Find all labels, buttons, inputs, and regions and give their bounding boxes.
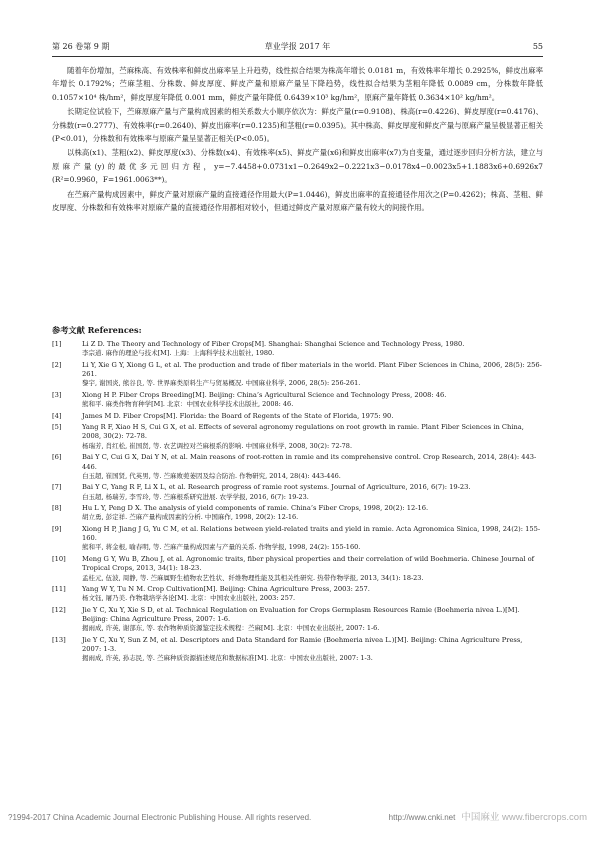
reference-english: Jie Y C, Xu Y, Xie S D, et al. Technical Regulation on Evaluation for Crops Germplasm Resources Ramie (Boehmeria nivea L.)[M]. Beijing: China Agriculture Press, 2007: 1-6. xyxy=(82,605,520,624)
reference-chinese: 熊和平, 蒋金根, 喻春明, 等. 苎麻产量构成因素与产量的关系. 作物学报, 1998, 24(2): 155-160. xyxy=(82,543,361,552)
running-header xyxy=(52,41,543,53)
reference-chinese: 熊和平. 麻类作物育种学[M]. 北京：中国农业科学技术出版社, 2008: 46. xyxy=(82,400,294,409)
reference-chinese: 黎宇, 谢国炎, 熊谷良, 等. 世界麻类原料生产与贸易概况. 中国麻业科学, 2006, 28(5): 256-261. xyxy=(82,379,361,388)
reference-chinese: 揭雨成, 许英, 谢部东, 等. 农作物种质资源鉴定技术规程：苎麻[M]. 北京：中国农业出版社, 2007: 1-6. xyxy=(82,624,380,633)
reference-english: James M D. Fiber Crops[M]. Florida: the Board of Regents of the State of Florida, 1975: 90. xyxy=(82,411,394,420)
reference-english: Jie Y C, Xu Y, Sun Z M, et al. Descriptors and Data Standard for Ramie (Boehmeria nivea L.)[M]. Beijing: China Agriculture Press, 2007: 1-3. xyxy=(82,635,523,654)
reference-chinese: 杨瑞芳, 肖红松, 崔国贤, 等. 农艺调控对苎麻根系的影响. 中国麻业科学, 2008, 30(2): 72-78. xyxy=(82,441,353,450)
reference-chinese: 胡立勇, 彭定祥. 苎麻产量构成因素的分析. 中国麻作, 1998, 20(2): 12-16. xyxy=(82,513,299,522)
reference-english: Bai Y C, Cui G X, Dai Y N, et al. Main reasons of root-rotten in ramie and its comprehensive control. Crop Research, 2014, 28(4): 443-446. xyxy=(82,453,537,471)
header-rule xyxy=(52,56,543,57)
reference-english: Yang R F, Xiao H S, Cui G X, et al. Effects of several agronomy regulations on root growth in ramie. Plant Fiber Sciences in China, 2008, 30(2): 72-78. xyxy=(82,423,524,441)
paragraph: 在苎麻产量构成因素中，鲜皮产量对原麻产量的直接通径作用最大(P=1.0446)，鲜皮出麻率的直接通径作用次之(P=0.4262)；株高、茎粗、鲜皮厚度、分株数和有效株率对原麻产量的直接通径作用都相对较小，但通过鲜皮产量对原麻产量有较大的间接作用。 xyxy=(52,189,543,213)
reference-item xyxy=(52,340,543,359)
reference-number: [13] xyxy=(52,635,66,644)
reference-item xyxy=(52,453,543,481)
reference-number: [1] xyxy=(52,340,62,348)
header-issue: 第 26 卷第 9 期 xyxy=(52,42,110,51)
reference-number: [6] xyxy=(52,453,62,462)
reference-item xyxy=(52,585,543,604)
footer-right xyxy=(389,811,587,825)
reference-number: [10] xyxy=(52,554,66,563)
reference-item xyxy=(52,525,543,553)
reference-english: Yang W Y, Tu N M. Crop Cultivation[M]. Beijing: China Agriculture Press, 2003: 257. xyxy=(82,585,370,593)
header-journal: 草业学报 2017 年 xyxy=(264,42,331,51)
reference-number: [8] xyxy=(52,504,62,513)
copyright-notice: ?1994-2017 China Academic Journal Electronic Publishing House. All rights reserved. xyxy=(8,813,312,822)
reference-item xyxy=(52,606,543,634)
reference-number: [2] xyxy=(52,360,62,369)
page-footer xyxy=(8,811,587,825)
reference-chinese: 孟桂元, 伍波, 周静, 等. 苎麻属野生植物农艺性状、纤维物理性能及其相关性研究. 热带作物学报, 2013, 34(1): 18-23. xyxy=(82,573,424,582)
reference-number: [7] xyxy=(52,483,62,492)
reference-chinese: 李宗道. 麻作的理论与技术[M]. 上海：上海科学技术出版社, 1980. xyxy=(82,349,275,358)
paragraph: 以株高(x1)、茎粗(x2)、鲜皮厚度(x3)、分株数(x4)、有效株率(x5)、鲜皮产量(x6)和鲜皮出麻率(x7)为自变量，通过逐步回归分析方法，建立与原麻产量(y)的最优多元回归方程，y=−7.4458+0.0731x1−0.2649x2−0.2221x3−0.0178x4−0.0023x5+1.1883x6+0.6926x7 (R²=0.9960，F=1961.0063**)。 xyxy=(52,148,543,185)
reference-list xyxy=(52,340,543,666)
reference-english: Li Z D. The Theory and Technology of Fiber Crops[M]. Shanghai: Shanghai Science and Technology Press, 1980. xyxy=(82,340,465,348)
reference-item xyxy=(52,361,543,389)
reference-chinese: 揭雨成, 许英, 孙志民, 等. 苎麻种质资源描述规范和数据标准[M]. 北京：中国农业出版社, 2007: 1-3. xyxy=(82,654,373,663)
reference-english: Meng G Y, Wu B, Zhou J, et al. Agronomic traits, fiber physical properties and their correlation of wild Boehmeria. Chinese Journal of Tropical Crops, 2013, 34(1): 18-23. xyxy=(82,554,535,573)
reference-item xyxy=(52,483,543,502)
reference-number: [11] xyxy=(52,585,66,593)
reference-item xyxy=(52,555,543,583)
reference-english: Xiong H P, Jiang J G, Yu C M, et al. Relations between yield-related traits and yield in ramie. Acta Agronomica Sinica, 1998, 24(2): 155-160. xyxy=(82,524,541,543)
reference-english: Li Y, Xie G Y, Xiong G L, et al. The production and trade of fiber materials in the world. Plant Fiber Sciences in China, 2006, 28(5): 256-261. xyxy=(82,360,542,379)
paragraph: 长期定位试验下，苎麻原麻产量与产量构成因素的相关系数大小顺序依次为：鲜皮产量(r=0.9108)、株高(r=0.4226)、鲜皮厚度(r=0.4176)、分株数(r=0.2777)、有效株率(r=0.2640)、鲜皮出麻率(r=0.1235)和茎粗(r=0.0395)。其中株高、鲜皮厚度和鲜皮产量与原麻产量呈极显著正相关(P<0.01)，分株数和有效株率与原麻产量呈显著正相关(P<0.05)。 xyxy=(52,107,543,144)
reference-english: Hu L Y, Peng D X. The analysis of yield components of ramie. China’s Fiber Crops, 1998, 20(2): 12-16. xyxy=(82,504,429,513)
watermark-text: 中国麻业 www.fibercrops.com xyxy=(461,812,587,823)
reference-number: [4] xyxy=(52,411,62,420)
page-number: 55 xyxy=(532,42,543,51)
reference-item xyxy=(52,636,543,664)
reference-number: [9] xyxy=(52,524,62,533)
reference-chinese: 杨文钰, 屠乃美. 作物栽培学各论[M]. 北京：中国农业出版社, 2003: 257. xyxy=(82,594,296,603)
reference-item xyxy=(52,391,543,410)
reference-english: Bai Y C, Yang R F, Li X L, et al. Research progress of ramie root systems. Journal of Agriculture, 2016, 6(7): 19-23. xyxy=(82,483,471,492)
reference-number: [5] xyxy=(52,423,62,432)
reference-number: [12] xyxy=(52,605,66,614)
cnki-link[interactable]: http://www.cnki.net xyxy=(388,813,456,822)
reference-english: Xiong H P. Fiber Crops Breeding[M]. Beijing: China’s Agricultural Science and Technology Press, 2008: 46. xyxy=(82,390,447,399)
references-heading: 参考文献 References: xyxy=(52,325,142,335)
reference-item xyxy=(52,423,543,451)
paragraph: 随着年份增加，苎麻株高、有效株率和鲜皮出麻率呈上升趋势，线性拟合结果为株高年增长 0.0181 m，有效株率年增长 0.2925%，鲜皮出麻率年增长 0.1792%；苎麻茎粗、分株数、鲜皮厚度、鲜皮产量和原麻产量呈下降趋势，线性拟合结果为茎粗年降低 0.0089 cm，分株数年降低 0.1057×10⁴ 株/hm²，鲜皮厚度年降低 0.001 mm，鲜皮产量年降低 0.6439×10³ kg/hm²，原麻产量年降低 0.3634×10² kg/hm²。 xyxy=(52,66,543,102)
conclusion-text xyxy=(52,64,543,215)
reference-number: [3] xyxy=(52,390,62,399)
reference-chinese: 白玉超, 杨瑞芳, 李雪玲, 等. 苎麻根系研究进展. 农学学报, 2016, 6(7): 19-23. xyxy=(82,492,309,501)
reference-chinese: 白玉超, 崔国贤, 代英男, 等. 苎麻败蔸萎因及综合防治. 作物研究, 2014, 28(4): 443-446. xyxy=(82,471,341,480)
reference-item xyxy=(52,412,543,421)
reference-item xyxy=(52,504,543,523)
